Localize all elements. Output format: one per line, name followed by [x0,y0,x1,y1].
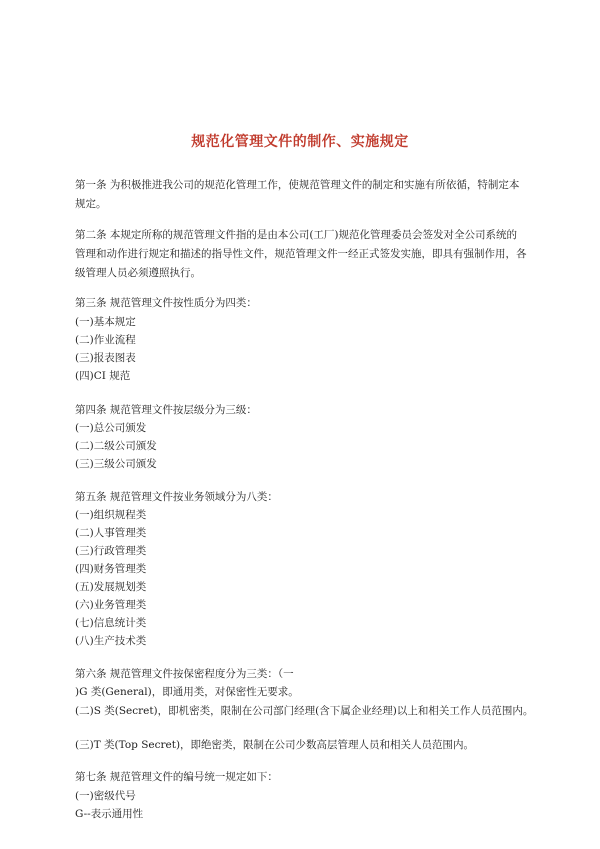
article-6-line-1: )G 类(General)，即通用类，对保密性无要求。 [75,686,299,698]
article-6-line-3: (三)T 类(Top Secret)，即绝密类，限制在公司少数高层管理人员和相关人员范围内。 [75,739,475,751]
article-4-item: (一)总公司颁发 [75,422,147,434]
article-2 [75,226,530,283]
article-5-item: (五)发展规划类 [75,581,147,593]
article-4-item: (三)三级公司颁发 [75,458,157,470]
article-3-item: (二)作业流程 [75,334,136,346]
article-5-item: (八)生产技术类 [75,635,147,647]
article-7-item: (一)密级代号 [75,790,136,802]
article-3-item: (四)CI 规范 [75,370,131,382]
article-3-heading: 第三条 规范管理文件按性质分为四类： [75,297,257,309]
article-3-item: (三)报表图表 [75,352,136,364]
article-1-line-1: 第一条 为积极推进我公司的规范化管理工作，使规范管理文件的制定和实施有所依循，特制定本 [75,179,520,191]
article-7-heading: 第七条 规范管理文件的编号统一规定如下： [75,771,278,783]
article-5-item: (三)行政管理类 [75,545,147,557]
article-1 [75,176,530,214]
page-title: 规范化管理文件的制作、实施规定 [191,134,409,150]
article-4-item: (二)二级公司颁发 [75,440,157,452]
article-3-item: (一)基本规定 [75,316,136,328]
article-2-line-3: 级管理人员必须遵照执行。 [75,267,201,279]
article-5-item: (二)人事管理类 [75,527,147,539]
article-5-item: (六)业务管理类 [75,599,147,611]
article-6-heading: 第六条 规范管理文件按保密程度分为三类：（一 [75,668,294,680]
article-1-line-2: 规定。 [75,198,107,210]
article-5-item: (一)组织规程类 [75,509,147,521]
article-5-item: (四)财务管理类 [75,563,147,575]
article-2-line-2: 管理和动作进行规定和描述的指导性文件，规范管理文件一经正式签发实施，即具有强制作用，各 [75,248,527,260]
article-5-heading: 第五条 规范管理文件按业务领域分为八类： [75,491,278,503]
article-6-line-2: (二)S 类(Secret)，即机密类，限制在公司部门经理(含下属企业经理)以上和相关工作人员范围内。 [75,705,534,717]
article-7-item: G--表示通用性 [75,808,144,820]
article-5-item: (七)信息统计类 [75,617,147,629]
article-2-line-1: 第二条 本规定所称的规范管理文件指的是由本公司(工厂)规范化管理委员会签发对全公司系统的 [75,229,518,241]
article-4-heading: 第四条 规范管理文件按层级分为三级： [75,404,257,416]
